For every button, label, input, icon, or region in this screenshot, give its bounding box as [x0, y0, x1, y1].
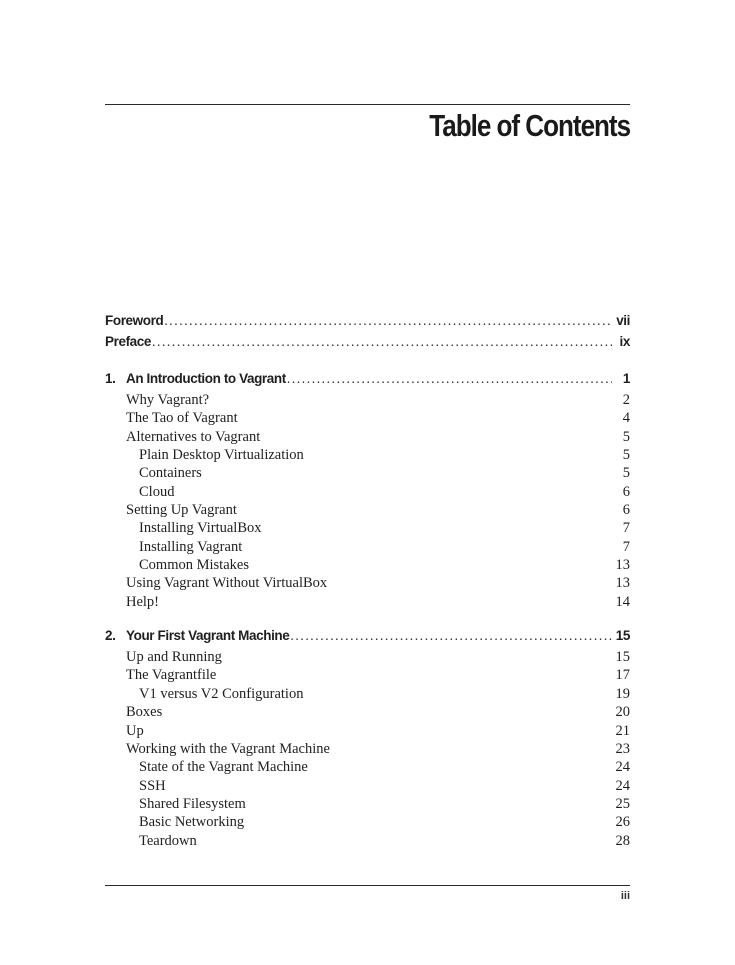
- dot-leader: [152, 334, 612, 350]
- toc-entry-subsection[interactable]: [105, 796, 630, 814]
- toc-entry-chapter[interactable]: [105, 628, 630, 649]
- entry-page-number: 13: [615, 557, 630, 574]
- entry-title: Containers: [139, 465, 202, 482]
- entry-title: Setting Up Vagrant: [126, 502, 237, 519]
- entry-title: SSH: [139, 777, 166, 794]
- chapter-number: 2.: [105, 628, 116, 644]
- toc-entry-section[interactable]: [105, 594, 630, 612]
- entry-title: State of the Vagrant Machine: [139, 759, 308, 776]
- entry-page-number: 20: [615, 704, 630, 721]
- chapter-title: Your First Vagrant Machine: [126, 628, 290, 644]
- dot-leader: [290, 628, 611, 644]
- entry-page-number: 24: [615, 759, 630, 776]
- entry-title: Up: [126, 722, 144, 739]
- entry-title: Boxes: [126, 704, 163, 721]
- entry-title: Basic Networking: [139, 814, 245, 831]
- entry-title: Preface: [105, 334, 151, 349]
- entry-title: Using Vagrant Without VirtualBox: [126, 575, 328, 592]
- toc-entry-section[interactable]: [105, 649, 630, 667]
- toc-entry-subsection[interactable]: [105, 520, 630, 538]
- entry-title: The Vagrantfile: [126, 667, 217, 684]
- toc-entry-section[interactable]: [105, 741, 630, 759]
- entry-page-number: 2: [622, 392, 630, 408]
- entry-page-number: 5: [622, 428, 630, 445]
- footer-page-number: iii: [620, 890, 630, 902]
- entry-page-number: 15: [615, 649, 630, 666]
- chapter-title: An Introduction to Vagrant: [126, 371, 286, 386]
- entry-page-number: 28: [615, 832, 630, 849]
- entry-title: Plain Desktop Virtualization: [139, 447, 304, 464]
- entry-title: Teardown: [139, 832, 197, 849]
- toc-entry-section[interactable]: [105, 575, 630, 593]
- entry-page-number: vii: [616, 313, 630, 328]
- dot-leader: [287, 371, 612, 387]
- toc-entry-subsection[interactable]: [105, 465, 630, 483]
- entry-page-number: 6: [622, 502, 630, 519]
- entry-page-number: 7: [622, 538, 630, 555]
- entry-page-number: ix: [619, 334, 630, 349]
- toc-entry-section[interactable]: [105, 392, 630, 410]
- entry-title: Up and Running: [126, 649, 222, 666]
- entry-page-number: 23: [615, 740, 630, 757]
- toc-entry-subsection[interactable]: [105, 778, 630, 796]
- entry-page-number: 19: [615, 685, 630, 702]
- entry-page-number: 6: [622, 483, 630, 500]
- entry-title: Cloud: [139, 483, 175, 500]
- toc-entry-subsection[interactable]: [105, 484, 630, 502]
- toc-entry-subsection[interactable]: [105, 447, 630, 465]
- toc-entry-section[interactable]: [105, 723, 630, 741]
- entry-page-number: 17: [615, 667, 630, 684]
- dot-leader: [164, 313, 612, 329]
- entry-title: Installing Vagrant: [139, 538, 243, 555]
- entry-page-number: 25: [615, 795, 630, 812]
- toc-entry-section[interactable]: [105, 410, 630, 428]
- page-title: Table of Contents: [429, 108, 630, 143]
- entry-page-number: 5: [622, 465, 630, 482]
- entry-title: Foreword: [105, 313, 164, 328]
- toc-entry-section[interactable]: [105, 667, 630, 685]
- entry-title: Alternatives to Vagrant: [126, 428, 261, 445]
- chapter-page-number: 1: [622, 371, 630, 386]
- toc-entry-subsection[interactable]: [105, 759, 630, 777]
- entry-page-number: 7: [622, 520, 630, 537]
- entry-page-number: 14: [615, 593, 630, 610]
- entry-page-number: 13: [615, 575, 630, 592]
- entry-title: Help!: [126, 593, 160, 610]
- entry-title: Common Mistakes: [139, 557, 249, 574]
- entry-page-number: 21: [615, 722, 630, 739]
- toc-entry-chapter[interactable]: [105, 371, 630, 392]
- entry-title: The Tao of Vagrant: [126, 410, 238, 427]
- table-of-contents: [105, 313, 630, 851]
- entry-title: Working with the Vagrant Machine: [126, 740, 330, 757]
- toc-entry-subsection[interactable]: [105, 557, 630, 575]
- toc-entry-subsection[interactable]: [105, 686, 630, 704]
- entry-title: Why Vagrant?: [126, 392, 210, 408]
- entry-page-number: 5: [622, 447, 630, 464]
- toc-entry-subsection[interactable]: [105, 833, 630, 851]
- chapter-number: 1.: [105, 371, 116, 386]
- toc-entry-subsection[interactable]: [105, 539, 630, 557]
- entry-page-number: 26: [615, 814, 630, 831]
- toc-entry-section[interactable]: [105, 704, 630, 722]
- toc-entry-front-matter[interactable]: [105, 334, 630, 355]
- toc-entry-section[interactable]: [105, 502, 630, 520]
- toc-entry-subsection[interactable]: [105, 814, 630, 832]
- entry-page-number: 24: [615, 777, 630, 794]
- entry-title: Shared Filesystem: [139, 795, 246, 812]
- entry-title: V1 versus V2 Configuration: [139, 685, 304, 702]
- chapter-page-number: 15: [615, 628, 630, 644]
- entry-page-number: 4: [622, 410, 630, 427]
- toc-entry-front-matter[interactable]: [105, 313, 630, 334]
- toc-entry-section[interactable]: [105, 429, 630, 447]
- bottom-rule: [105, 885, 630, 886]
- entry-title: Installing VirtualBox: [139, 520, 262, 537]
